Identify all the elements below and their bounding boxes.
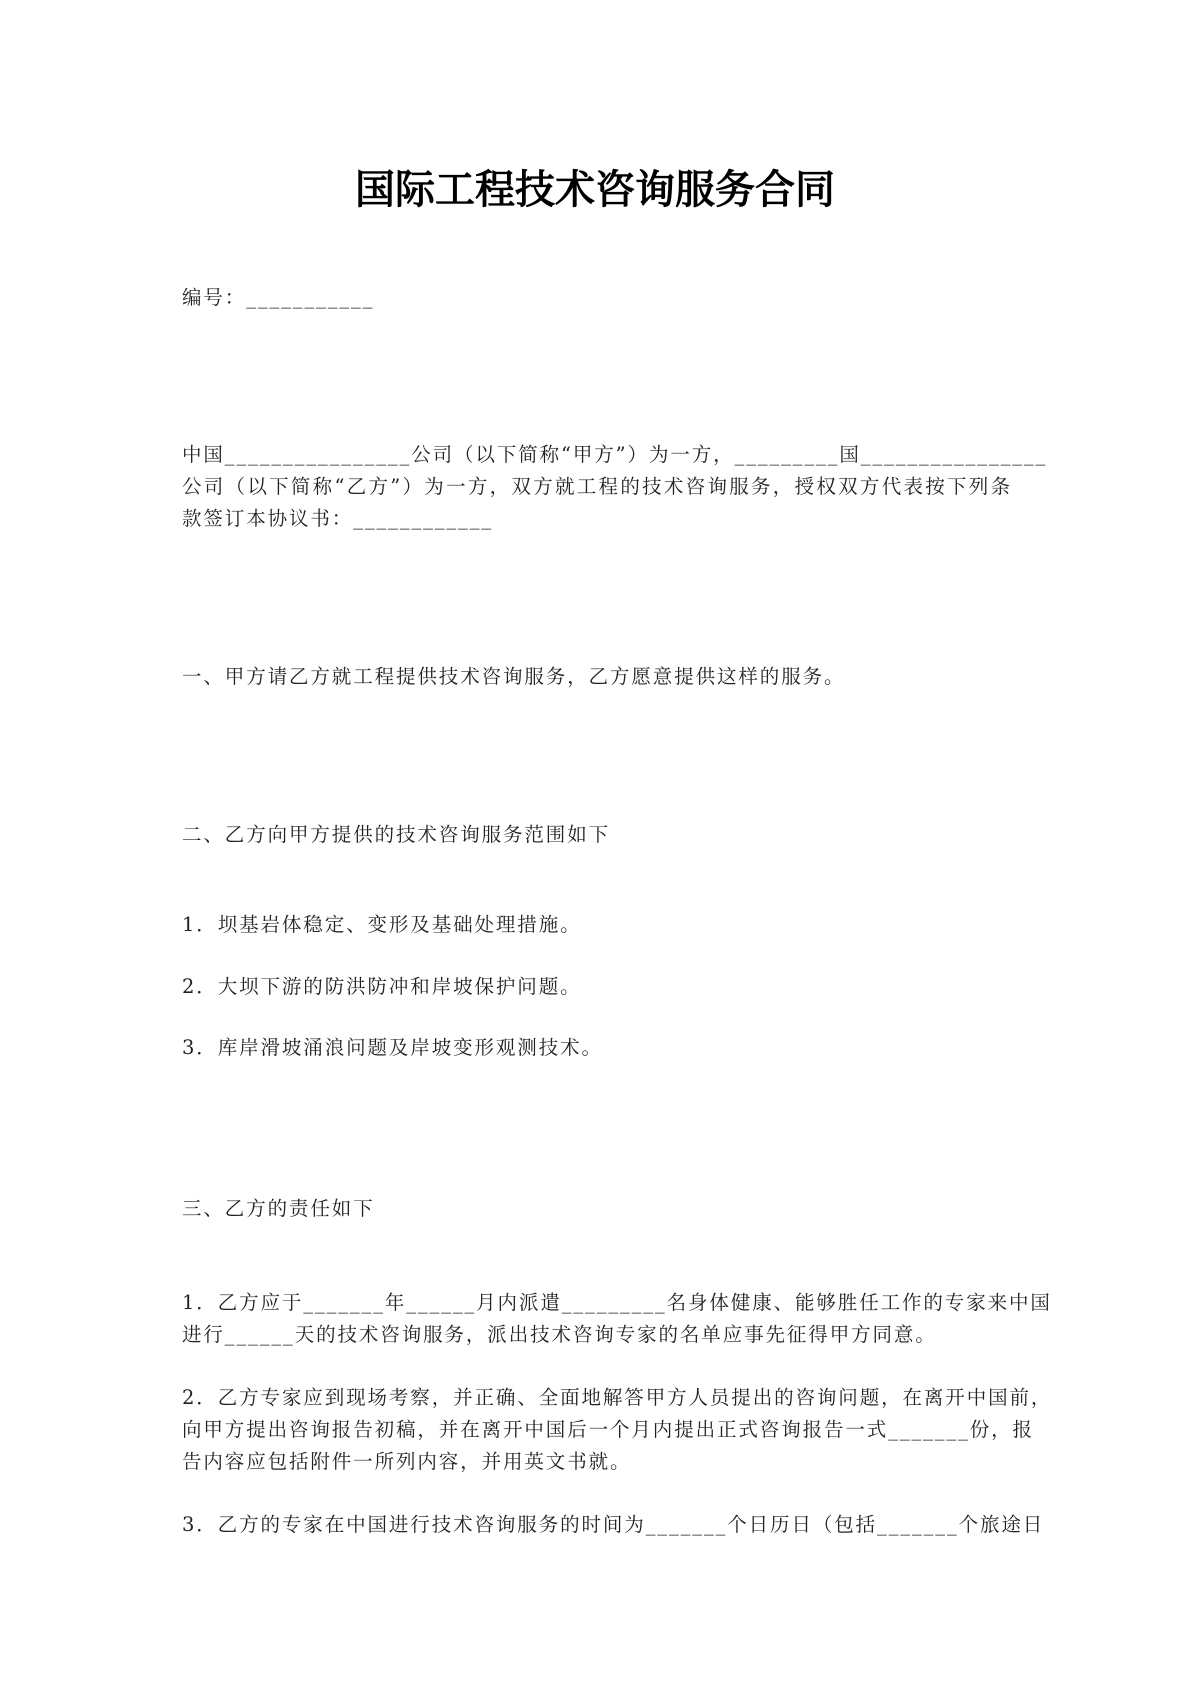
scope-item-3: 3．库岸滑坡涌浪问题及岸坡变形观测技术。 <box>182 1036 603 1059</box>
preamble-line-2: 公司（以下简称“乙方”）为一方，双方就工程的技术咨询服务，授权双方代表按下列条 <box>182 475 1012 498</box>
duty-2-line-2: 向甲方提出咨询报告初稿，并在离开中国后一个月内提出正式咨询报告一式_______份，报 <box>182 1418 1034 1441</box>
duty-1-line-1: 1．乙方应于_______年______月内派遣_________名身体健康、能够胜任工作的专家来中国 <box>182 1291 1052 1314</box>
scope-item-2: 2．大坝下游的防洪防冲和岸坡保护问题。 <box>182 975 582 998</box>
section-2-heading: 二、乙方向甲方提供的技术咨询服务范围如下 <box>182 823 611 846</box>
scope-item-1: 1．坝基岩体稳定、变形及基础处理措施。 <box>182 913 582 936</box>
duty-2-line-3: 告内容应包括附件一所列内容，并用英文书就。 <box>182 1450 632 1473</box>
contract-number-field: 编号：___________ <box>182 286 375 309</box>
section-1-text: 一、甲方请乙方就工程提供技术咨询服务，乙方愿意提供这样的服务。 <box>182 665 846 688</box>
duty-3-line-1: 3．乙方的专家在中国进行技术咨询服务的时间为_______个日历日（包括_______个旅途日 <box>182 1513 1045 1536</box>
duty-1-line-2: 进行______天的技术咨询服务，派出技术咨询专家的名单应事先征得甲方同意。 <box>182 1323 937 1346</box>
section-3-heading: 三、乙方的责任如下 <box>182 1197 375 1220</box>
preamble-line-3: 款签订本协议书：____________ <box>182 507 493 530</box>
duty-2-line-1: 2．乙方专家应到现场考察，并正确、全面地解答甲方人员提出的咨询问题，在离开中国前， <box>182 1386 1053 1409</box>
preamble-line-1: 中国________________公司（以下简称“甲方”）为一方，_________国________________ <box>182 443 1048 466</box>
document-title: 国际工程技术咨询服务合同 <box>355 166 835 213</box>
